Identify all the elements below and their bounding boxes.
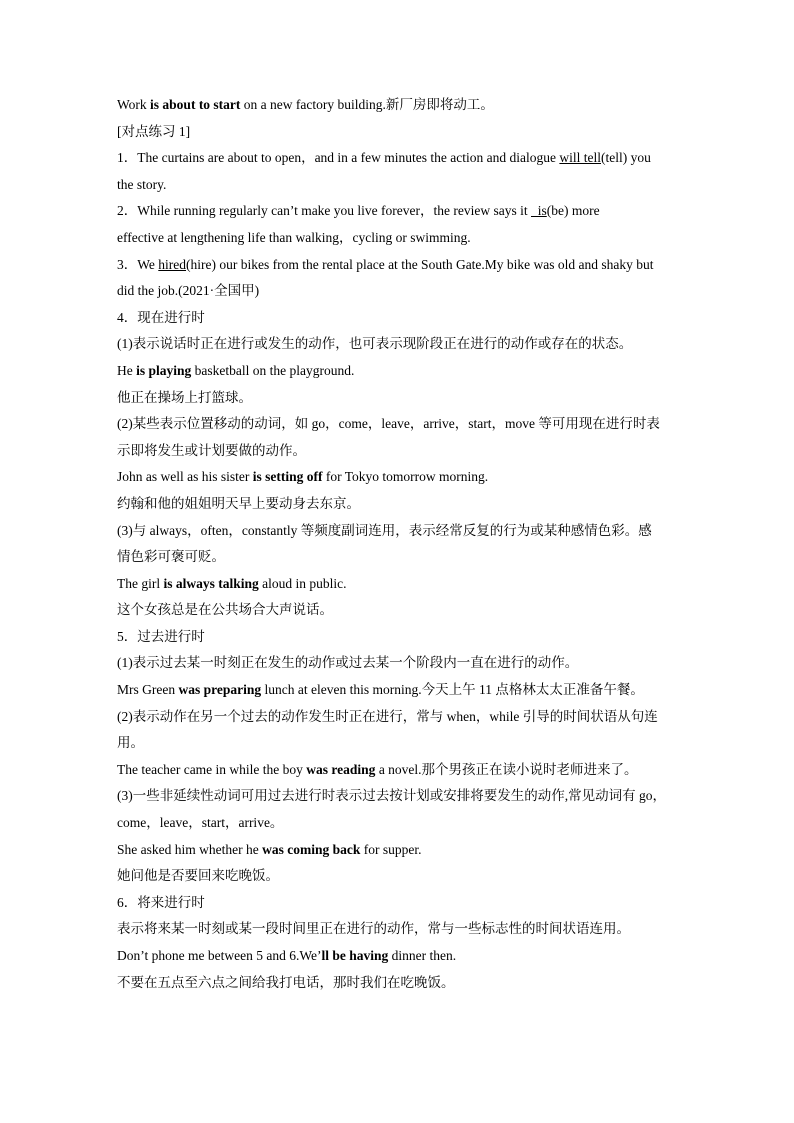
text-run: The girl xyxy=(117,575,164,591)
exercise-1-line-1 xyxy=(117,145,679,172)
practice-heading: [对点练习 1] xyxy=(117,123,191,139)
example-5-3-en xyxy=(117,837,679,864)
text-run: (be) more xyxy=(546,203,600,219)
text-run: (tell) you xyxy=(601,150,651,166)
text-run: for Tokyo tomorrow morning. xyxy=(322,469,489,485)
text-run: Work xyxy=(117,97,151,112)
answer-blank: hired xyxy=(158,256,187,272)
text-run: 2．While running regularly can’t make you live forever，the review says it xyxy=(117,203,531,219)
text-run: 1．The curtains are about to open，and in a few minutes the action and dialogue xyxy=(117,150,560,166)
exercise-1-line-2: the story. xyxy=(117,176,167,192)
answer-blank: is xyxy=(531,203,547,219)
rule-5-2-line-1: (2)表示动作在另一个过去的动作发生时正在进行，常与 when，while 引导的时间状语从句连 xyxy=(117,708,658,724)
example-4-1-en xyxy=(117,358,679,385)
text-run: on a new factory building.新厂房即将动工。 xyxy=(240,97,494,112)
example-4-3-en xyxy=(117,571,679,598)
exercise-3-line-1 xyxy=(117,252,679,279)
example-6-en xyxy=(117,943,679,970)
bold-phrase: is setting off xyxy=(252,469,323,485)
bold-phrase: is playing xyxy=(136,362,192,378)
text-run: dinner then. xyxy=(388,948,457,963)
text-run: basketball on the playground. xyxy=(191,362,355,378)
text-run: aloud in public. xyxy=(258,575,347,591)
text-run: for supper. xyxy=(360,841,422,857)
rule-5-2-line-2: 用。 xyxy=(117,735,144,751)
rule-5-3-line-1: (3)一些非延续性动词可用过去进行时表示过去按计划或安排将要发生的动作,常见动词有 go， xyxy=(117,788,666,804)
rule-4-1: (1)表示说话时正在进行或发生的动作，也可表示现阶段正在进行的动作或存在的状态。 xyxy=(117,336,633,352)
exercise-2-line-2: effective at lengthening life than walking，cycling or swimming. xyxy=(117,229,471,245)
bold-phrase: is always talking xyxy=(163,575,259,591)
rule-4-2-line-1: (2)某些表示位置移动的动词，如 go，come，leave，arrive，start，move 等可用现在进行时表 xyxy=(117,416,660,432)
example-4-3-zh: 这个女孩总是在公共场合大声说话。 xyxy=(117,602,333,618)
bold-phrase: was preparing xyxy=(178,682,262,698)
bold-phrase: was coming back xyxy=(262,841,361,857)
example-5-2 xyxy=(117,757,679,784)
text-run: 3．We xyxy=(117,256,159,272)
document-body xyxy=(117,92,679,996)
bold-phrase: ll be having xyxy=(321,948,389,963)
section-4-heading: 4．现在进行时 xyxy=(117,309,205,325)
bold-phrase: is about to start xyxy=(150,97,241,112)
text-run: She asked him whether he xyxy=(117,841,263,857)
example-4-2-zh: 约翰和他的姐姐明天早上要动身去东京。 xyxy=(117,495,360,511)
bold-phrase: was reading xyxy=(306,761,376,777)
rule-4-2-line-2: 示即将发生或计划要做的动作。 xyxy=(117,442,306,458)
text-run: Mrs Green xyxy=(117,682,179,698)
example-5-1 xyxy=(117,677,679,704)
text-run: a novel.那个男孩正在读小说时老师进来了。 xyxy=(375,761,638,777)
example-4-2-en xyxy=(117,464,679,491)
example-about-to xyxy=(117,92,679,119)
rule-6: 表示将来某一时刻或某一段时间里正在进行的动作，常与一些标志性的时间状语连用。 xyxy=(117,921,630,937)
answer-blank: will tell xyxy=(559,150,601,166)
exercise-2-line-1 xyxy=(117,198,679,225)
text-run: lunch at eleven this morning.今天上午 11 点格林太太正准备午餐。 xyxy=(261,682,644,698)
section-5-heading: 5．过去进行时 xyxy=(117,628,205,644)
section-6-heading: 6．将来进行时 xyxy=(117,894,205,910)
text-run: The teacher came in while the boy xyxy=(117,761,307,777)
exercise-3-line-2: did the job.(2021·全国甲) xyxy=(117,283,260,299)
text-run: He xyxy=(117,362,137,378)
rule-5-1: (1)表示过去某一时刻正在发生的动作或过去某一个阶段内一直在进行的动作。 xyxy=(117,655,579,671)
text-run: John as well as his sister xyxy=(117,469,253,485)
example-4-1-zh: 他正在操场上打篮球。 xyxy=(117,389,252,405)
example-6-zh: 不要在五点至六点之间给我打电话，那时我们在吃晚饭。 xyxy=(117,974,455,990)
rule-4-3-line-1: (3)与 always，often，constantly 等频度副词连用，表示经常反复的行为或某种感情色彩。感 xyxy=(117,522,652,538)
example-5-3-zh: 她问他是否要回来吃晚饭。 xyxy=(117,868,279,884)
text-run: (hire) our bikes from the rental place at the South Gate.My bike was old and shaky but xyxy=(186,256,654,272)
text-run: Don’t phone me between 5 and 6.We’ xyxy=(117,948,322,963)
rule-5-3-line-2: come，leave，start，arrive。 xyxy=(117,815,284,831)
rule-4-3-line-2: 情色彩可褒可贬。 xyxy=(117,549,225,565)
